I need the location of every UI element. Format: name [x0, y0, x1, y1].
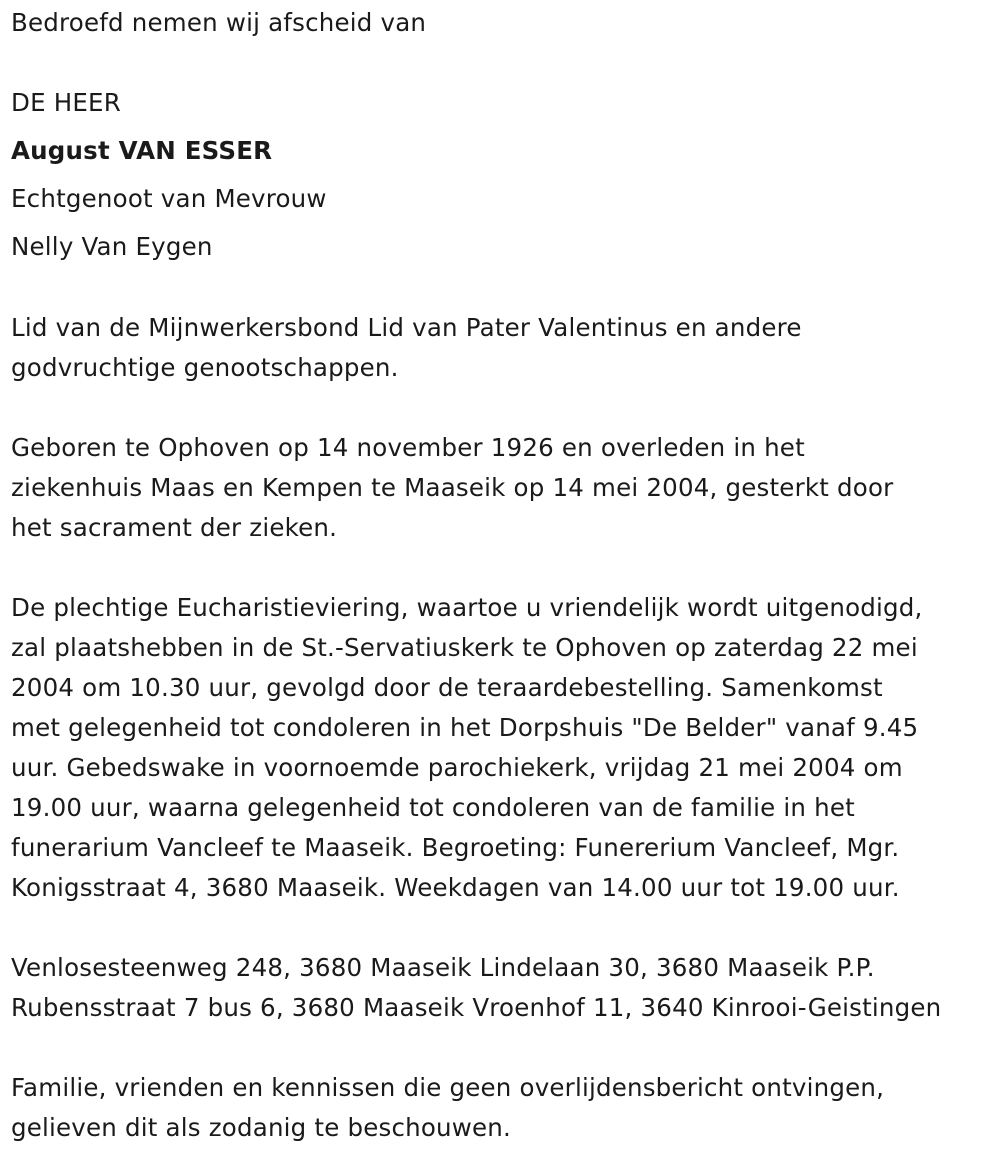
- deceased-name: August VAN ESSER: [11, 136, 273, 165]
- ceremony-line: 2004 om 10.30 uur, gevolgd door de teraardebestelling. Samenkomst: [11, 673, 883, 702]
- intro-text: Bedroefd nemen wij afscheid van: [11, 8, 427, 37]
- address-line: Rubensstraat 7 bus 6, 3680 Maaseik Vroenhof 11, 3640 Kinrooi-Geistingen: [11, 993, 942, 1022]
- ceremony-line: funerarium Vancleef te Maaseik. Begroeting: Funererium Vancleef, Mgr.: [11, 833, 900, 862]
- membership-line: godvruchtige genootschappen.: [11, 353, 399, 382]
- address-line: Venlosesteenweg 248, 3680 Maaseik Lindelaan 30, 3680 Maaseik P.P.: [11, 953, 875, 982]
- membership-line: Lid van de Mijnwerkersbond Lid van Pater Valentinus en andere: [11, 313, 802, 342]
- ceremony-paragraph: [11, 588, 996, 908]
- membership-paragraph: [11, 308, 996, 388]
- spouse-line-2: Nelly Van Eygen: [11, 232, 213, 261]
- closing-line: Familie, vrienden en kennissen die geen overlijdensbericht ontvingen,: [11, 1073, 885, 1102]
- closing-line: gelieven dit als zodanig te beschouwen.: [11, 1113, 512, 1142]
- ceremony-line: Konigsstraat 4, 3680 Maaseik. Weekdagen van 14.00 uur tot 19.00 uur.: [11, 873, 900, 902]
- deceased-title: DE HEER: [11, 88, 121, 117]
- ceremony-line: De plechtige Eucharistieviering, waartoe u vriendelijk wordt uitgenodigd,: [11, 593, 923, 622]
- ceremony-line: uur. Gebedswake in voornoemde parochiekerk, vrijdag 21 mei 2004 om: [11, 753, 903, 782]
- ceremony-line: 19.00 uur, waarna gelegenheid tot condoleren van de familie in het: [11, 793, 855, 822]
- birth-death-line: het sacrament der zieken.: [11, 513, 338, 542]
- closing-paragraph: [11, 1068, 996, 1148]
- birth-death-line: ziekenhuis Maas en Kempen te Maaseik op 14 mei 2004, gesterkt door: [11, 473, 894, 502]
- birth-death-line: Geboren te Ophoven op 14 november 1926 en overleden in het: [11, 433, 805, 462]
- ceremony-line: met gelegenheid tot condoleren in het Dorpshuis "De Belder" vanaf 9.45: [11, 713, 919, 742]
- ceremony-line: zal plaatshebben in de St.-Servatiuskerk te Ophoven op zaterdag 22 mei: [11, 633, 918, 662]
- spouse-line-1: Echtgenoot van Mevrouw: [11, 184, 327, 213]
- addresses-paragraph: [11, 948, 996, 1028]
- birth-death-paragraph: [11, 428, 996, 548]
